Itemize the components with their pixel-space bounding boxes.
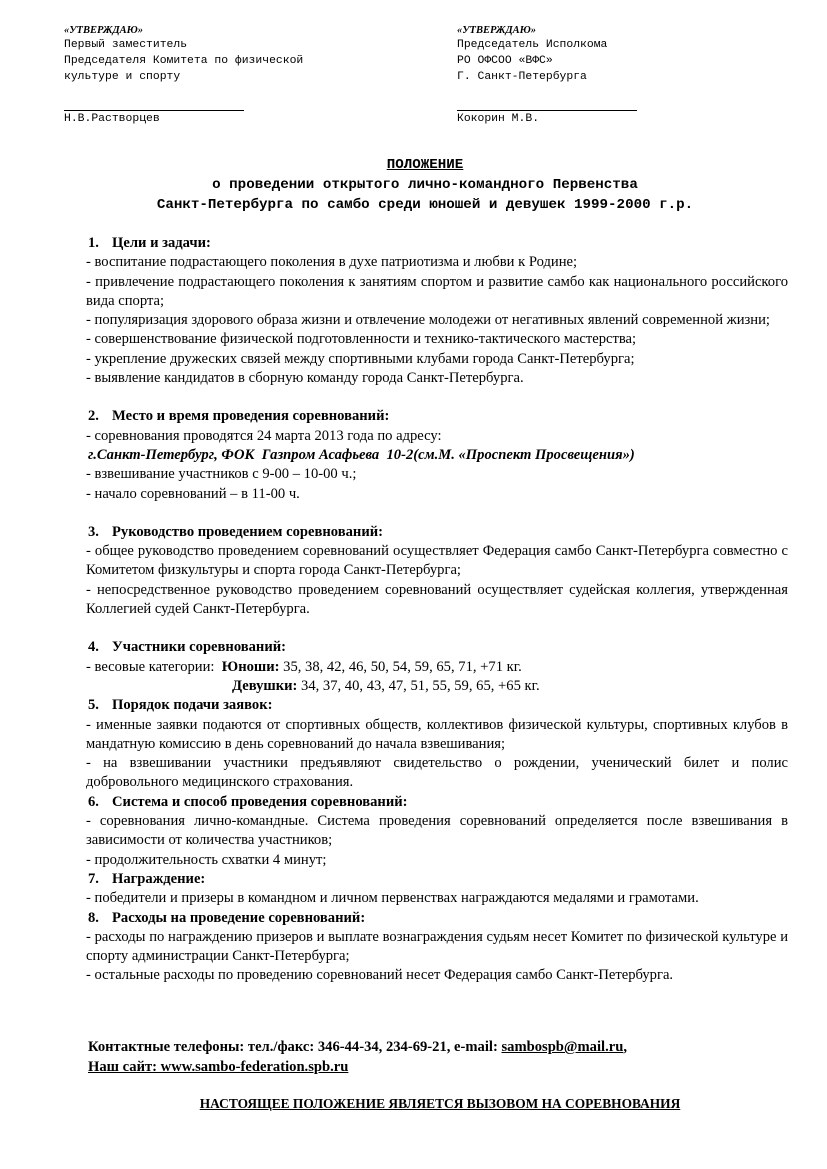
section-number: 1. xyxy=(88,235,99,251)
list-item: - выявление кандидатов в сборную команду города Санкт-Петербурга. xyxy=(86,370,524,387)
list-item: - взвешивание участников с 9-00 – 10-00 ч.; xyxy=(86,466,357,483)
approval-right-line: РО ОФСОО «ВФС» xyxy=(457,55,553,67)
girls-values: 34, 37, 40, 43, 47, 51, 55, 59, 65, +65 кг. xyxy=(297,677,540,694)
boys-label: Юноши: xyxy=(221,658,280,675)
section-title: Цели и задачи: xyxy=(112,235,211,251)
title-line-3: Санкт-Петербурга по самбо среди юношей и девушек 1999-2000 г.р. xyxy=(156,197,694,213)
weight-categories-boys xyxy=(86,658,788,677)
section-expenses xyxy=(88,909,788,986)
signature-line-left xyxy=(64,101,244,111)
section-number: 7. xyxy=(88,870,99,887)
section-place-time xyxy=(88,407,788,503)
section-heading xyxy=(88,234,788,253)
approval-left xyxy=(64,24,303,127)
list-item: - популяризация здорового образа жизни и отвлечение молодежи от негативных явлений современной жизни; xyxy=(86,312,770,329)
title-line-1: ПОЛОЖЕНИЕ xyxy=(386,157,464,173)
section-title: Награждение: xyxy=(112,870,206,887)
list-item: - остальные расходы по проведению соревнований несет Федерация самбо Санкт-Петербурга. xyxy=(86,967,674,984)
weight-categories-girls xyxy=(86,677,788,696)
section-heading xyxy=(88,793,788,812)
list-item: - именные заявки подаются от спортивных обществ, коллективов физической культуры, спортивных клубов в мандатную комиссию в день соревнований до начала взвешивания; xyxy=(86,716,788,752)
section-heading xyxy=(88,638,788,657)
boys-values: 35, 38, 42, 46, 50, 54, 59, 65, 71, +71 кг. xyxy=(279,658,522,675)
section-heading xyxy=(88,407,788,426)
section-applications xyxy=(88,696,788,792)
section-goals xyxy=(88,234,788,388)
approval-right-heading: «УТВЕРЖДАЮ» xyxy=(457,25,537,36)
document-title xyxy=(40,155,810,215)
footer-notice: НАСТОЯЩЕЕ ПОЛОЖЕНИЕ ЯВЛЯЕТСЯ ВЫЗОВОМ НА СОРЕВНОВАНИЯ xyxy=(199,1096,681,1111)
approval-left-line: культуре и спорту xyxy=(64,71,181,83)
list-item: - общее руководство проведением соревнований осуществляет Федерация самбо Санкт-Петербурга совместно с Комитетом физкультуры и спорта города Санкт-Петербурга; xyxy=(86,543,788,579)
weight-prefix: - весовые категории: xyxy=(86,658,222,675)
section-heading xyxy=(88,909,788,928)
section-heading xyxy=(88,870,788,889)
section-title: Место и время проведения соревнований: xyxy=(112,408,390,425)
approval-right-signature-name: Кокорин М.В. xyxy=(457,113,540,125)
section-number: 4. xyxy=(88,639,99,656)
approval-left-line: Председателя Комитета по физической xyxy=(64,55,304,67)
list-item: - непосредственное руководство проведением соревнований осуществляет судейская коллегия, утвержденная Коллегией судей Санкт-Петербурга. xyxy=(86,581,788,618)
list-item: - победители и призеры в командном и личном первенствах награждаются медалями и грамотами. xyxy=(86,890,699,907)
section-awards xyxy=(88,870,788,909)
section-title: Участники соревнований: xyxy=(112,639,287,656)
list-item: - расходы по награждению призеров и выплате вознаграждения судьям несет Комитет по физической культуре и спорту администрации Санкт-Петербурга; xyxy=(86,928,788,965)
section-title: Расходы на проведение соревнований: xyxy=(112,909,366,926)
title-line-2: о проведении открытого лично-командного Первенства xyxy=(212,177,638,193)
contacts-block xyxy=(88,1037,627,1077)
list-item: - совершенствование физической подготовленности и технико-тактического мастерства; xyxy=(86,331,637,348)
approval-right-line: Г. Санкт-Петербурга xyxy=(457,71,587,83)
list-item: - привлечение подрастающего поколения к занятиям спортом и развитие самбо как национального российского вида спорта; xyxy=(86,273,788,309)
list-item: - продолжительность схватки 4 минут; xyxy=(86,851,327,868)
girls-label: Девушки: xyxy=(232,677,298,694)
email-link[interactable]: sambospb@mail.ru xyxy=(501,1039,624,1055)
section-system xyxy=(88,793,788,870)
approval-left-heading: «УТВЕРЖДАЮ» xyxy=(64,25,144,36)
list-item: - укрепление дружеских связей между спортивными клубами города Санкт-Петербурга; xyxy=(86,350,635,367)
section-number: 2. xyxy=(88,408,99,425)
section-heading xyxy=(88,523,788,542)
contact-phones: Контактные телефоны: тел./факс: 346-44-34, 234-69-21, e-mail: xyxy=(88,1039,502,1055)
section-title: Система и способ проведения соревнований: xyxy=(112,793,408,810)
contact-phones-line xyxy=(88,1037,627,1057)
approval-right-line: Председатель Исполкома xyxy=(457,39,608,51)
website-link[interactable]: Наш сайт: www.sambo-federation.spb.ru xyxy=(88,1059,349,1075)
list-item: - начало соревнований – в 11-00 ч. xyxy=(86,485,300,502)
section-participants xyxy=(88,638,788,696)
document-body xyxy=(88,234,788,986)
list-item: - воспитание подрастающего поколения в духе патриотизма и любви к Родине; xyxy=(86,254,578,271)
list-item: - на взвешивании участники предъявляют свидетельство о рождении, ученический билет и полис добровольного медицинского страхования. xyxy=(86,755,788,791)
section-management xyxy=(88,523,788,619)
section-title: Руководство проведением соревнований: xyxy=(112,523,383,540)
approval-right xyxy=(457,24,637,127)
list-item: - соревнования лично-командные. Система проведения соревнований определяется после взвешивания в зависимости от количества участников; xyxy=(86,813,788,849)
section-number: 8. xyxy=(88,909,99,926)
section-number: 3. xyxy=(88,523,99,540)
signature-line-right xyxy=(457,101,637,111)
list-item: - соревнования проводятся 24 марта 2013 года по адресу: xyxy=(86,427,442,444)
email-suffix: , xyxy=(623,1039,627,1055)
venue-address: г.Санкт-Петербург, ФОК Газпром Асафьева 10-2(см.М. «Проспект Просвещения») xyxy=(88,446,635,463)
approval-left-signature-name: Н.В.Растворцев xyxy=(64,113,160,125)
section-heading xyxy=(88,696,788,715)
section-number: 6. xyxy=(88,793,99,810)
section-number: 5. xyxy=(88,697,99,714)
section-title: Порядок подачи заявок: xyxy=(112,697,273,714)
approval-left-line: Первый заместитель xyxy=(64,39,188,51)
